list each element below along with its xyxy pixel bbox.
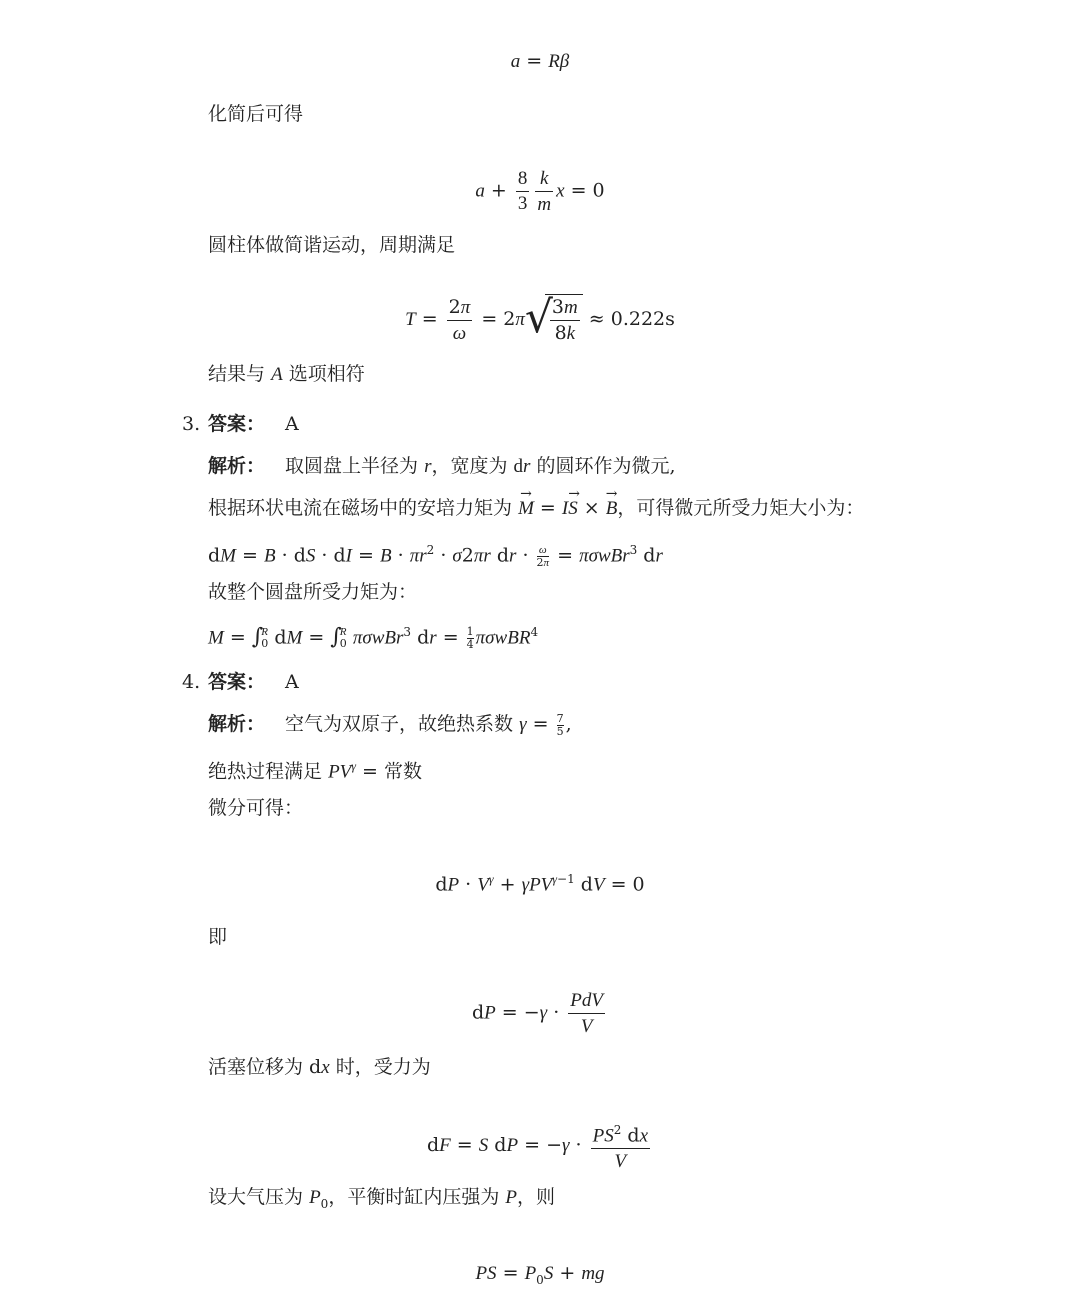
q3-answer-value: A bbox=[285, 413, 299, 435]
approx-value: 0.222s bbox=[610, 308, 675, 330]
q3-analysis-label: 解析： bbox=[208, 455, 266, 477]
q3-l2-b: ，可得微元所受力矩大小为： bbox=[617, 497, 865, 519]
equation-differential: dP · $V^\gamma + \gamma PV^{\gamma-1}$ dV = 0 bbox=[435, 872, 645, 896]
result-suffix: 选项相符 bbox=[288, 363, 365, 385]
q3-equation-dm: dM = B · dS · dI = $B \cdot \pi r^2 \cdot \sigma 2\pi r$ dr · $\frac{\omega}{2\pi}$ = πσwBr$^3$ dr bbox=[208, 543, 663, 569]
equation-shm: a + $\frac{8}{3}$ $\frac{k}{m}$ x = 0 bbox=[475, 168, 605, 215]
q3-l1-b: ，宽度为 bbox=[431, 455, 508, 477]
q4-l5-b: 时，受力为 bbox=[335, 1056, 431, 1078]
q3-equation-m: M = ∫ R 0 dM = ∫ R 0 πσwBr$^3$ dr = $\frac{1}{4}$ πσwBR$^4$ bbox=[208, 624, 539, 651]
equation-a-r-beta: a = Rβ bbox=[510, 50, 570, 72]
question-4-number: 4. bbox=[182, 671, 201, 693]
q4-l1: 空气为双原子，故绝热系数 bbox=[285, 713, 514, 735]
q4-l5-a: 活塞位移为 bbox=[208, 1056, 304, 1078]
q3-analysis-line1: 取圆盘上半径为 r，宽度为 dr 的圆环作为微元, bbox=[285, 455, 676, 477]
q3-analysis-line2: 根据环状电流在磁场中的安培力矩为 → M = I→ S × → B，可得微元所受力矩大小为： bbox=[208, 496, 864, 521]
question-3-number: 3. bbox=[182, 413, 201, 435]
result-prefix: 结果与 bbox=[208, 363, 266, 385]
q4-l6-a: 设大气压为 bbox=[208, 1186, 304, 1208]
q3-l1-c: 的圆环作为微元, bbox=[536, 455, 676, 477]
q4-analysis-line4: 即 bbox=[208, 926, 228, 948]
q4-analysis-line1: 空气为双原子，故绝热系数 γ = $\frac{7}{5}$ , bbox=[285, 711, 572, 738]
q4-l6-b: ，平衡时缸内压强为 bbox=[328, 1186, 500, 1208]
equation-equilibrium: PS = $P_0S$ + mg bbox=[475, 1262, 605, 1287]
q3-l2-a: 根据环状电流在磁场中的安培力矩为 bbox=[208, 497, 513, 519]
q4-analysis-line5: 活塞位移为 dx 时，受力为 bbox=[208, 1056, 431, 1078]
q4-analysis-line2: 绝热过程满足 $PV^\gamma$ = 常数 bbox=[208, 759, 423, 783]
q4-analysis-line3: 微分可得： bbox=[208, 797, 304, 819]
equation-df: dF = S dP = −γ · $\frac{PS^2 dx}{V}$ bbox=[0, 1118, 1080, 1174]
q4-answer-value: A bbox=[285, 671, 299, 693]
paragraph-result bbox=[208, 362, 365, 387]
q4-l2-a: 绝热过程满足 bbox=[208, 760, 323, 783]
q4-l2-b: 常数 bbox=[384, 760, 423, 783]
result-option-var: A bbox=[271, 364, 283, 385]
equation-period: T = $\frac{2\pi}{\omega}$ = 2π √ $\frac{3m}{8k}$ ≈ 0.222s bbox=[405, 292, 675, 344]
q4-l6-c: ，则 bbox=[516, 1186, 555, 1208]
q3-analysis-line4: 故整个圆盘所受力矩为： bbox=[208, 581, 418, 603]
q4-analysis-line6: 设大气压为 $P_0$，平衡时缸内压强为 P，则 bbox=[208, 1186, 555, 1211]
q3-answer-label: 答案： bbox=[208, 413, 266, 435]
q3-l1-a: 取圆盘上半径为 bbox=[285, 455, 419, 477]
q4-answer-label: 答案： bbox=[208, 671, 266, 693]
paragraph-period: 圆柱体做简谐运动，周期满足 bbox=[208, 234, 456, 256]
q4-analysis-label: 解析： bbox=[208, 713, 266, 735]
equation-dp: dP = −γ · $\frac{\text{PdV}}{V}$ bbox=[471, 990, 604, 1037]
paragraph-simplify: 化简后可得 bbox=[208, 103, 304, 125]
